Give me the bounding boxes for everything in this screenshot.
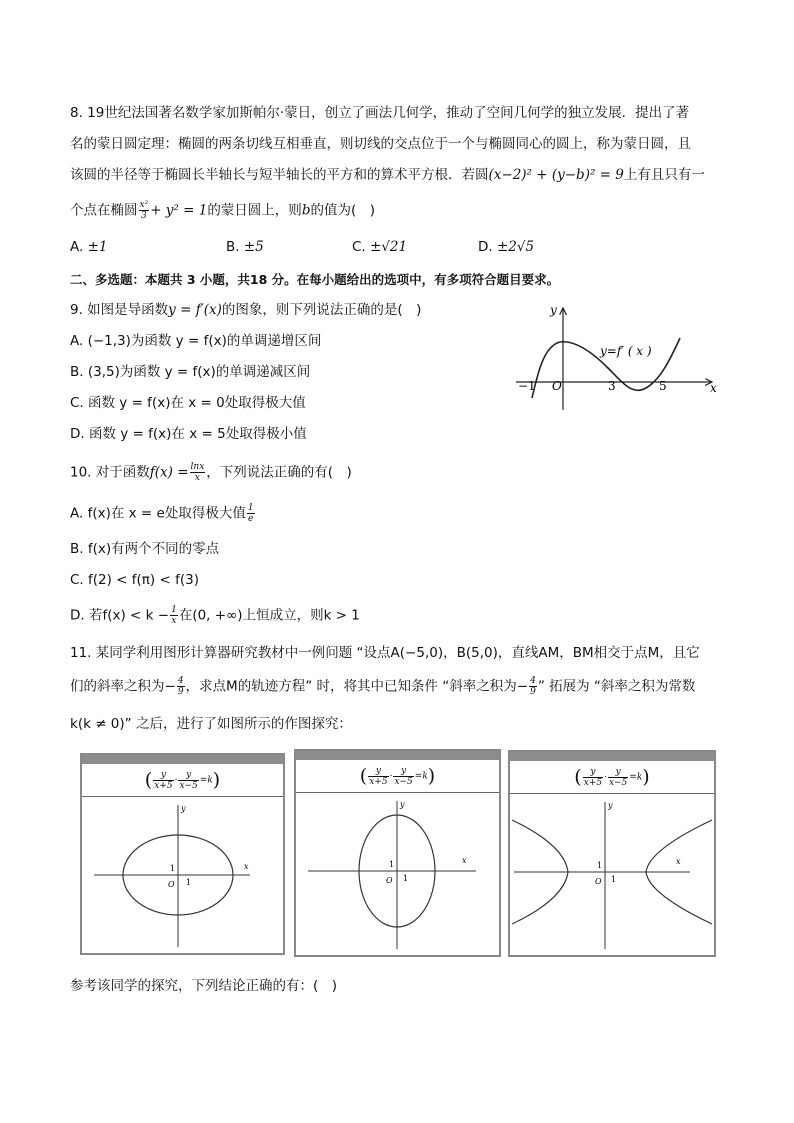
p1-y-label: y: [181, 804, 186, 813]
p2-origin: O: [386, 876, 393, 885]
q11-panel-hyperbola: [508, 750, 716, 957]
panel-2-formula: ( $\frac{y}{x+5}$ · $\frac{y}{x-5}$ =k): [359, 765, 436, 787]
q9-option-b: B. (3,5)为函数 y = f(x)的单调递减区间: [70, 364, 311, 380]
q10-a-den: e: [248, 514, 254, 524]
q9-stem-b: 的图象，则下列说法正确的是( ): [221, 302, 422, 318]
q11-panel-ellipse-tall: [294, 749, 501, 957]
panel-2-title-bar: [296, 751, 499, 760]
q9-option-d: D. 函数 y = f(x)在 x = 5处取得极小值: [70, 426, 307, 442]
q10-option-a-fraction: [247, 503, 255, 524]
p3-num1: y: [583, 767, 603, 778]
q8-option-d-label: D.: [478, 239, 493, 255]
p3-x-label: x: [676, 857, 681, 866]
p2-den2: x−5: [394, 776, 413, 787]
q10-d-den: x: [171, 616, 177, 626]
q8-option-a: [70, 239, 108, 255]
section-2-heading: 二、多选题：本题共 3 小题，共18 分。在每小题给出的选项中，有多项符合题目要求。: [70, 272, 560, 287]
p1-origin: O: [168, 880, 175, 889]
q9-stem: [70, 300, 421, 320]
q10-stem-fraction: [190, 462, 206, 483]
q8-line-3: [70, 165, 705, 185]
p3-y-label: y: [608, 801, 613, 810]
p3-num2: y: [608, 767, 628, 778]
q11-panel-ellipse-wide: [80, 753, 285, 955]
p1-x-label: x: [244, 862, 249, 871]
p3-tick-x1: 1: [611, 875, 617, 884]
q10-option-a-text: A. f(x)在 x = e处取得极大值: [70, 505, 246, 522]
p1-num2: y: [178, 770, 198, 781]
q9-curve-label: y=f′ ( x ): [600, 344, 652, 358]
q8-line-4-tail: 的值为( ): [310, 202, 376, 219]
p2-num1: y: [368, 766, 388, 777]
p3-origin: O: [595, 877, 602, 886]
p1-num1: y: [153, 770, 173, 781]
q9-stem-math: y = f′(x): [168, 302, 222, 318]
p3-tick-y1: 1: [597, 861, 603, 870]
q9-stem-a: 9. 如图是导函数: [70, 302, 169, 318]
q10-a-num: 1: [247, 503, 254, 513]
panel-1-title-bar: [82, 755, 283, 764]
q8-option-b-value: ±5: [243, 239, 264, 255]
panel-3-title-bar: [510, 752, 714, 761]
p1-eq: =k: [199, 775, 213, 786]
q8-line-1: 8. 19世纪法国著名数学家加斯帕尔·蒙日，创立了画法几何学，推动了空间几何学的独立发展．提出了著: [70, 105, 690, 121]
q9-y-label: y: [550, 303, 557, 317]
p1-den2: x−5: [179, 780, 198, 791]
q8-ellipse-rest: + y² = 1: [150, 202, 208, 219]
p2-num2: y: [393, 766, 413, 777]
q10-stem-math: f(x) =: [149, 464, 189, 481]
q11-line-2: [70, 676, 695, 697]
q10-option-d: [70, 605, 360, 626]
q10-option-d-fraction: [170, 605, 178, 626]
q8-frac-den: 3: [140, 211, 147, 221]
q11-frac1-num: 4: [177, 676, 184, 686]
q10-frac-den: x: [194, 473, 200, 483]
p2-tick-y1: 1: [389, 860, 395, 869]
q8-option-a-label: A.: [70, 239, 84, 255]
q10-option-a: [70, 503, 256, 524]
q10-option-d-text-a: D. 若f(x) < k −: [70, 607, 170, 624]
q11-footer: 参考该同学的探究，下列结论正确的有：( ): [70, 978, 338, 994]
panel-2-plot: [296, 793, 499, 955]
q9-x-label: x: [710, 381, 717, 395]
p2-x-label: x: [462, 856, 467, 865]
p1-tick-y1: 1: [170, 864, 176, 873]
q11-fraction-2: [529, 676, 537, 697]
q10-stem-a: 10. 对于函数: [70, 464, 150, 481]
q8-line-4-end: 的蒙日圆上，则: [207, 202, 302, 219]
panel-3-plot: [510, 794, 714, 955]
q9-tick-origin: O: [552, 379, 562, 393]
panel-3-formula-header: [510, 761, 714, 794]
q8-option-d-value: ±2√5: [496, 239, 535, 255]
q11-line-2-b: ，求点M的轨迹方程” 时，将其中已知条件 “斜率之积为−: [185, 678, 529, 695]
q10-option-d-text-b: 在(0, +∞)上恒成立，则k > 1: [178, 607, 360, 624]
p2-y-label: y: [400, 800, 405, 809]
q9-option-a: A. (−1,3)为函数 y = f(x)的单调递增区间: [70, 333, 322, 349]
q8-ellipse-fraction: [139, 200, 150, 221]
q8-line-4-start: 个点在椭圆: [70, 202, 138, 219]
p1-tick-x1: 1: [186, 878, 192, 887]
q8-option-c-value: ±√21: [370, 239, 408, 255]
q11-frac2-den: 9: [530, 687, 536, 697]
p3-eq: =k: [629, 772, 643, 783]
q8-frac-num: x²: [139, 200, 149, 210]
q11-frac1-den: 9: [177, 687, 184, 697]
q8-option-b-label: B.: [226, 239, 240, 255]
panel-1-plot: [82, 797, 283, 953]
p2-eq: =k: [414, 771, 428, 782]
p2-tick-x1: 1: [403, 874, 409, 883]
q11-line-3: k(k ≠ 0)” 之后，进行了如图所示的作图探究：: [70, 716, 352, 732]
q11-line-2-c: ” 拓展为 “斜率之积为常数: [537, 678, 696, 695]
p3-den1: x+5: [583, 777, 603, 788]
q10-option-c: C. f(2) < f(π) < f(3): [70, 572, 199, 588]
q8-line-3-text: 该圆的半径等于椭圆长半轴长与短半轴长的平方和的算术平方根．若圆: [70, 167, 489, 183]
q11-line-2-a: 们的斜率之积为−: [70, 678, 176, 695]
q8-option-a-value: ±1: [87, 239, 108, 255]
q8-line-4: [70, 200, 375, 221]
q8-option-c-label: C.: [352, 239, 366, 255]
q8-var-b: b: [301, 202, 311, 219]
q9-option-c: C. 函数 y = f(x)在 x = 0处取得极大值: [70, 395, 306, 411]
panel-2-formula-header: [296, 760, 499, 793]
q10-stem-b: ，下列说法正确的有( ): [206, 464, 352, 481]
q10-stem: [70, 462, 352, 483]
q8-option-b: [226, 239, 264, 255]
q10-d-num: 1: [171, 605, 177, 615]
q8-option-c: [352, 239, 407, 255]
q10-option-b: B. f(x)有两个不同的零点: [70, 541, 220, 557]
q8-line-3-end: 上有且只有一: [623, 167, 705, 183]
q11-line-1: 11. 某同学利用图形计算器研究教材中一例问题 “设点A(−5,0)，B(5,0)，直线AM，BM相交于点M，且它: [70, 645, 700, 661]
q8-circle-equation: (x−2)² + (y−b)² = 9: [488, 167, 624, 183]
q8-option-d: [478, 239, 534, 255]
q9-tick-neg1: −1: [518, 379, 536, 393]
q9-derivative-graph: [510, 300, 735, 415]
q9-tick-3: 3: [608, 379, 616, 393]
p3-den2: x−5: [608, 777, 628, 788]
panel-1-formula: ( $\frac{y}{x+5}$ · $\frac{y}{x-5}$ =k): [144, 769, 221, 791]
p1-den1: x+5: [154, 780, 173, 791]
p2-den1: x+5: [369, 776, 388, 787]
q9-tick-5: 5: [659, 379, 667, 393]
q11-frac2-num: 4: [530, 676, 536, 686]
q10-frac-num: lnx: [190, 462, 205, 472]
q11-fraction-1: [177, 676, 185, 697]
panel-1-formula-header: [82, 764, 283, 797]
q8-line-2: 名的蒙日圆定理：椭圆的两条切线互相垂直，则切线的交点位于一个与椭圆同心的圆上，称为蒙日圆，且: [70, 136, 691, 152]
panel-3-formula: ( $\frac{y}{x+5}$ · $\frac{y}{x-5}$ =k): [574, 766, 650, 788]
